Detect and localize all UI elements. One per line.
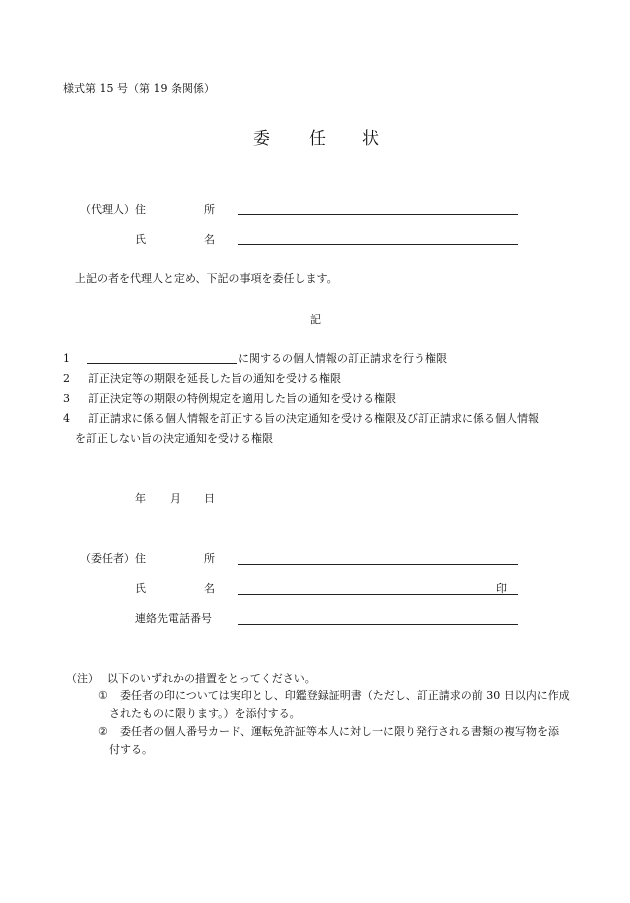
title-char-1: 委 [253, 129, 270, 149]
item-number: 3 [63, 392, 70, 405]
date-day: 日 [204, 492, 215, 505]
principal-phone-field[interactable] [238, 624, 518, 625]
title-char-2: 任 [309, 129, 326, 149]
title-char-3: 状 [362, 129, 379, 149]
principal-address-field[interactable] [238, 564, 518, 565]
note-2-mark: ② [98, 725, 108, 738]
item-number: 4 [63, 412, 70, 425]
delegation-statement: 上記の者を代理人と定め、下記の事項を委任します。 [75, 272, 338, 285]
item-text: 訂正決定等の期限の特例規定を適用した旨の通知を受ける権限 [88, 392, 396, 405]
item-1-subject-field[interactable] [87, 363, 237, 364]
agent-address-label-1: 住 [135, 203, 146, 216]
principal-address-label-1: 住 [135, 552, 146, 565]
principal-phone-label: 連絡先電話番号 [135, 612, 212, 625]
note-2-line-2: 付する。 [109, 743, 153, 756]
date-month: 月 [170, 492, 181, 505]
note-1-mark: ① [98, 689, 108, 702]
seal-mark: 印 [496, 582, 507, 595]
note-1-line-2: されたものに限ります。）を添付する。 [109, 707, 301, 720]
principal-name-label-1: 氏 [135, 582, 146, 595]
item-text: 訂正決定等の期限を延長した旨の通知を受ける権限 [88, 372, 341, 385]
date-year: 年 [135, 492, 146, 505]
item-text: に関するの個人情報の訂正請求を行う権限 [238, 352, 447, 365]
item-text: 訂正請求に係る個人情報を訂正する旨の決定通知を受ける権限及び訂正請求に係る個人情報 [88, 412, 539, 425]
note-2-line-1: 委任者の個人番号カード、運転免許証等本人に対し一に限り発行される書類の複写物を添 [120, 725, 560, 738]
notes-label: （注） [66, 672, 99, 685]
agent-role-label: （代理人） [80, 203, 135, 216]
item-number: 1 [63, 352, 70, 365]
principal-name-field[interactable] [238, 594, 518, 595]
principal-role-label: （委任者） [80, 552, 135, 565]
principal-name-label-2: 名 [204, 582, 215, 595]
form-number: 様式第 15 号（第 19 条関係） [63, 82, 215, 95]
principal-address-label-2: 所 [204, 552, 215, 565]
note-1-line-1: 委任者の印については実印とし、印鑑登録証明書（ただし、訂正請求の前 30 日以内に作成 [120, 689, 570, 702]
agent-address-label-2: 所 [204, 203, 215, 216]
notes-intro: 以下のいずれかの措置をとってください。 [107, 672, 316, 685]
record-mark: 記 [310, 313, 321, 326]
agent-name-field[interactable] [238, 244, 518, 245]
agent-name-label-1: 氏 [135, 233, 146, 246]
item-text-continued: を訂正しない旨の決定通知を受ける権限 [75, 432, 273, 445]
agent-name-label-2: 名 [204, 233, 215, 246]
item-number: 2 [63, 372, 70, 385]
agent-address-field[interactable] [238, 214, 518, 215]
